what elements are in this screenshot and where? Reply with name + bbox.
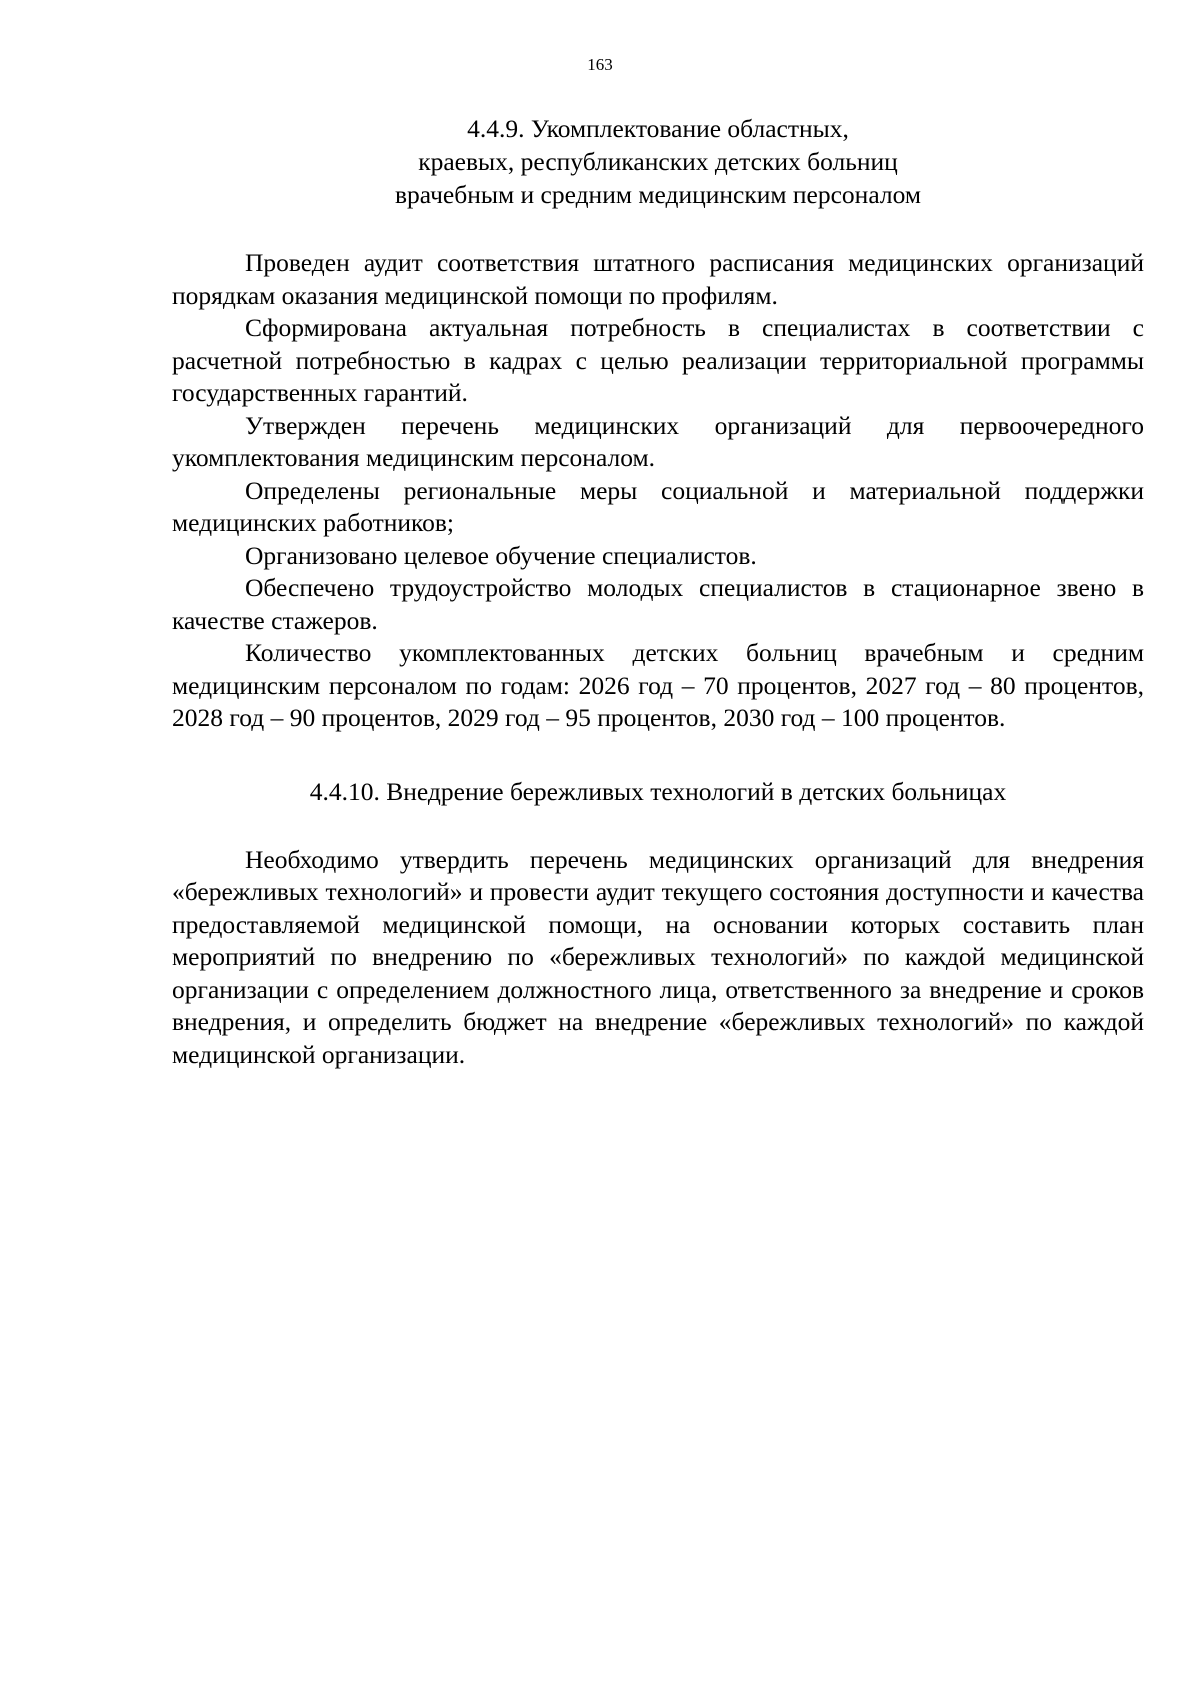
section-4-4-9-paragraph-7: Количество укомплектованных детских больниц врачебным и средним медицинским персоналом по годам: 2026 год – 70 процентов, 2027 год – 80 процентов, 2028 год – 90 процентов, 2029 год – 95 процентов, 2030 год – 100 процентов. (172, 638, 1144, 732)
section-4-4-9-heading-line-1: 4.4.9. Укомплектование областных, (467, 114, 849, 143)
page-number: 163 (587, 55, 613, 74)
section-4-4-9-paragraph-3: Утвержден перечень медицинских организаций для первоочередного укомплектования медицинским персоналом. (172, 410, 1144, 472)
section-4-4-9-heading-line-2: краевых, республиканских детских больниц (418, 147, 898, 176)
page-content (172, 112, 1144, 1071)
section-4-4-9-paragraph-1: Проведен аудит соответствия штатного расписания медицинских организаций порядкам оказания медицинской помощи по профилям. (172, 248, 1144, 310)
section-4-4-10-paragraph-1: Необходимо утвердить перечень медицинских организаций для внедрения «бережливых технологий» и провести аудит текущего состояния доступности и качества предоставляемой медицинской помощи, на основании которых составить план мероприятий по внедрению по «бережливых технологий» по каждой медицинской организации с определением должностного лица, ответственного за внедрение и сроков внедрения, и определить бюджет на внедрение «бережливых технологий» по каждой медицинской организации. (172, 844, 1144, 1069)
section-4-4-9-paragraph-2: Сформирована актуальная потребность в специалистах в соответствии с расчетной потребностью в кадрах с целью реализации территориальной программы государственных гарантий. (172, 313, 1144, 407)
section-4-4-10-heading: 4.4.10. Внедрение бережливых технологий в детских больницах (309, 776, 1007, 806)
section-4-4-9-heading-line-3: врачебным и средним медицинским персоналом (395, 180, 921, 209)
section-4-4-9-heading (172, 112, 1144, 211)
section-4-4-9-paragraph-4: Определены региональные меры социальной и материальной поддержки медицинских работников; (172, 475, 1144, 537)
section-4-4-9-paragraph-5: Организовано целевое обучение специалистов. (245, 540, 757, 570)
section-4-4-9-paragraph-6: Обеспечено трудоустройство молодых специалистов в стационарное звено в качестве стажеров. (172, 573, 1144, 635)
